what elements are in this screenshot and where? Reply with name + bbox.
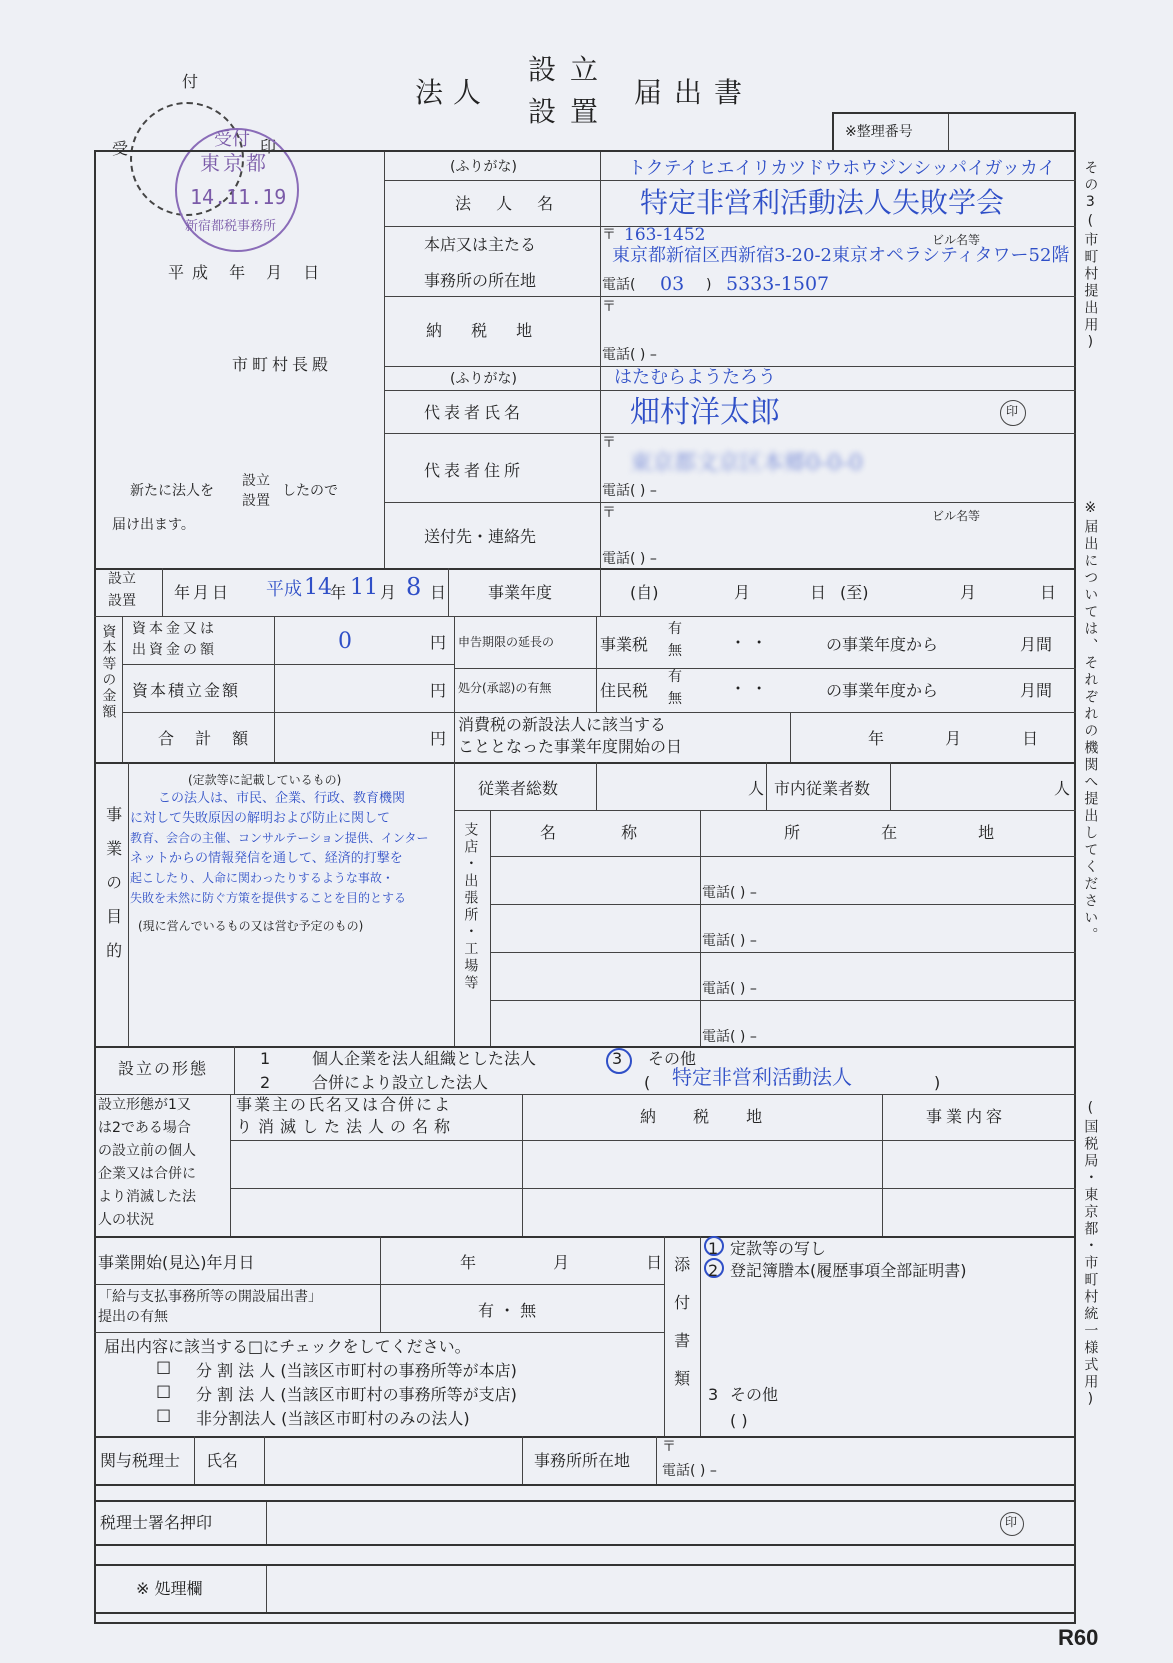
hojin-name-label: 法 人 名: [455, 194, 564, 213]
purpose-line-3[interactable]: 教育、会合の主催、コンサルテーション提供、インター: [130, 831, 429, 845]
nozei-zip-mark: 〒: [602, 299, 616, 315]
nozei-label: 納 税 地: [426, 321, 545, 340]
side-note-middle: ※届出については、それぞれの機関へ提出してください。: [1082, 500, 1099, 944]
rep-furigana-label: (ふりがな): [450, 371, 517, 387]
branch-location-header: 所 在 地: [784, 823, 1033, 842]
honten-tel-close: ): [706, 277, 712, 293]
capital-row3-label: 合 計 額: [158, 729, 257, 748]
rep-furigana[interactable]: はたむらようたろう: [614, 367, 776, 388]
check-box-1[interactable]: ☐: [156, 1359, 172, 1379]
seiri-label: ※整理番号: [845, 124, 913, 140]
capital-side-label: 資本等の金額: [100, 624, 117, 720]
kyuyo-l2: 提出の有無: [98, 1309, 168, 1325]
capital-row1-l1: 資本金又は: [132, 621, 217, 637]
juminzei-nashi[interactable]: 無: [668, 691, 682, 707]
bldg-label: ビル名等: [932, 233, 981, 247]
attach-side-label: 添付書類: [671, 1256, 691, 1408]
juminzei-months: 月間: [1020, 681, 1053, 700]
receipt-in: 印: [260, 137, 277, 156]
purpose-side-label: 事業の目的: [103, 806, 123, 976]
purpose-note-top: (定款等に記載しているもの): [188, 773, 342, 787]
jigyozei-ari[interactable]: 有: [668, 621, 682, 637]
attach-1: 定款等の写し: [730, 1239, 827, 1258]
receipt-uke: 受: [112, 139, 129, 158]
form-type-paren-open: (: [644, 1073, 651, 1092]
nozei-tel[interactable]: 電話( ) –: [602, 347, 657, 363]
shohizei-l1: 消費税の新設法人に該当する: [458, 715, 667, 734]
branch-tel-3[interactable]: 電話( ) –: [702, 981, 757, 997]
branch-name-header: 名 称: [540, 823, 668, 842]
capital-row3-yen: 円: [430, 729, 447, 748]
setsuritsu-gatsu: 月: [380, 583, 397, 602]
hojin-furigana[interactable]: トクテイヒエイリカツドウホウジンシッパイガッカイ: [628, 158, 1056, 179]
purpose-note-bottom: (現に営んでいるもの又は営む予定のもの): [138, 919, 364, 933]
attach-1-num[interactable]: 1: [708, 1239, 719, 1258]
setsuritsu-nichi: 日: [430, 583, 447, 602]
setsuritsu-day[interactable]: 8: [406, 573, 422, 601]
contact-zip-mark: 〒: [602, 505, 616, 521]
setsuritsu-month[interactable]: 11: [350, 575, 378, 600]
processing-label: ※ 処理欄: [136, 1579, 203, 1598]
title-option-setsuritsu: 設立: [528, 53, 613, 86]
hojin-name[interactable]: 特定非営利活動法人失敗学会: [640, 186, 1005, 219]
honten-zip[interactable]: 163-1452: [624, 225, 706, 245]
form-type-opt2[interactable]: 合併により設立した法人: [312, 1073, 489, 1092]
nendo-to-month: 月: [960, 583, 977, 602]
prior-col3: 事業内容: [926, 1107, 1007, 1126]
zeirishi-tel[interactable]: 電話( ) –: [662, 1463, 717, 1479]
prior-col2: 納 税 地: [640, 1107, 779, 1126]
employees-label: 従業者総数: [478, 779, 559, 798]
prior-l2: は2である場合: [98, 1120, 191, 1136]
setsuritsu-era[interactable]: 平成: [266, 579, 302, 600]
attach-2: 登記簿謄本(履歴事項全部証明書): [730, 1261, 967, 1280]
purpose-line-2[interactable]: に対して失敗原因の解明および防止に関して: [130, 811, 391, 826]
jigyozei-from: の事業年度から: [826, 635, 939, 654]
juminzei-from: の事業年度から: [826, 681, 939, 700]
start-label: 事業開始(見込)年月日: [98, 1253, 255, 1272]
kyuyo-l1: 「給与支払事務所等の開設届出書」: [98, 1289, 322, 1305]
honten-tel-area[interactable]: 03: [660, 273, 685, 295]
capital-row1-yen: 円: [430, 633, 447, 652]
nendo-from: (自): [630, 583, 659, 602]
prior-col1-l2: り消滅した法人の名称: [236, 1117, 457, 1136]
form-type-opt3-num[interactable]: 3: [612, 1049, 623, 1068]
date-label: 平成 年 月 日: [168, 263, 328, 282]
honten-address[interactable]: 東京都新宿区西新宿3-20-2東京オペラシティタワー52階: [612, 245, 1070, 266]
nendo-to: (至): [840, 583, 869, 602]
employees-person: 人: [748, 779, 765, 798]
nendo-to-day: 日: [1040, 583, 1057, 602]
check-label-2: 分 割 法 人 (当該区市町村の事務所等が支店): [196, 1385, 517, 1404]
form-type-opt3[interactable]: その他: [648, 1049, 697, 1068]
setsuritsu-ymd-label: 年月日: [174, 583, 232, 602]
addressee: 市町村長殿: [232, 355, 333, 374]
honten-tel-label: 電話(: [602, 277, 636, 293]
branch-tel-4[interactable]: 電話( ) –: [702, 1029, 757, 1045]
honten-label-2: 事務所の所在地: [424, 271, 537, 290]
form-type-other-value[interactable]: 特定非営利活動法人: [672, 1065, 852, 1089]
purpose-line-6[interactable]: 失敗を未然に防ぐ方策を提供することを目的とする: [130, 891, 407, 905]
title-prefix: 法人: [415, 76, 492, 109]
zeirishi-office-label: 事務所所在地: [534, 1451, 631, 1470]
capital-row1-l2: 出資金の額: [132, 642, 217, 658]
capital-row1-value[interactable]: 0: [338, 629, 352, 654]
contact-label: 送付先・連絡先: [424, 527, 537, 546]
capital-row2-yen: 円: [430, 681, 447, 700]
zeirishi-shimei: 氏名: [206, 1451, 239, 1470]
rep-seal-mark: 印: [1006, 404, 1019, 418]
jigyozei-nashi[interactable]: 無: [668, 643, 682, 659]
contact-tel[interactable]: 電話( ) –: [602, 551, 657, 567]
form-type-opt1[interactable]: 個人企業を法人組織とした法人: [312, 1049, 537, 1068]
shohizei-ymd: 年 月 日: [868, 729, 1067, 748]
rep-name[interactable]: 畑村洋太郎: [630, 395, 780, 430]
prior-l6: 人の状況: [98, 1212, 154, 1228]
stamp-office: 新宿都税事務所: [185, 219, 277, 234]
juminzei-ari[interactable]: 有: [668, 669, 682, 685]
side-note-bottom: (国税局・東京都・市町村統一様式用): [1082, 1100, 1099, 1410]
setsuritsu-label-2: 設置: [108, 593, 136, 609]
zeirishi-seal-box[interactable]: [94, 1500, 1076, 1546]
check-box-3[interactable]: ☐: [156, 1407, 172, 1427]
prior-l5: より消滅した法: [98, 1189, 196, 1205]
honten-label-1: 本店又は主たる: [424, 235, 537, 254]
capital-row2-label: 資本積立金額: [132, 681, 241, 700]
furigana-label: (ふりがな): [450, 159, 517, 175]
prior-l4: 企業又は合併に: [98, 1166, 196, 1182]
setsuritsu-label-1: 設立: [108, 571, 136, 587]
attach-3-paren[interactable]: ( ): [730, 1411, 748, 1430]
zeirishi-label: 関与税理士: [100, 1451, 181, 1470]
notice-pre: 新たに法人を: [130, 483, 214, 499]
jigyo-nendo-label: 事業年度: [488, 583, 553, 602]
prior-l3: の設立前の個人: [98, 1143, 196, 1159]
title-suffix: 届出書: [634, 76, 755, 109]
form-type-opt1-num: 1: [260, 1049, 271, 1068]
check-instruction: 届出内容に該当する□にチェックをしてください。: [104, 1337, 471, 1356]
title-option-secchi: 設置: [528, 95, 613, 128]
footer-code: R60: [1058, 1625, 1099, 1650]
jigyozei-months: 月間: [1020, 635, 1053, 654]
stamp-top: 受付: [214, 129, 250, 150]
honten-zip-mark: 〒: [602, 227, 616, 243]
check-label-3: 非分割法人 (当該区市町村のみの法人): [196, 1409, 470, 1428]
start-ymd[interactable]: 年 月 日: [460, 1253, 699, 1272]
branch-tel-2[interactable]: 電話( ) –: [702, 933, 757, 949]
rep-zip-mark: 〒: [602, 435, 616, 451]
stamp-city: 東京都: [200, 151, 269, 175]
side-note-top: その3(市町村提出用): [1082, 160, 1099, 353]
purpose-line-1[interactable]: この法人は、市民、企業、行政、教育機関: [158, 791, 406, 806]
form-type-paren-close: ): [934, 1073, 941, 1092]
form-type-opt2-num: 2: [260, 1073, 271, 1092]
nendo-from-month: 月: [734, 583, 751, 602]
deadline-label-2: 処分(承認)の有無: [458, 681, 552, 695]
stamp-date: 14.11.19: [190, 185, 287, 209]
jigyozei-label: 事業税: [600, 635, 649, 654]
contact-bldg-label: ビル名等: [932, 509, 981, 523]
prior-col1-l1: 事業主の氏名又は合併によ: [236, 1095, 453, 1114]
attach-3-num[interactable]: 3: [708, 1385, 719, 1404]
attach-2-num[interactable]: 2: [708, 1261, 719, 1280]
city-employees-person: 人: [1054, 779, 1071, 798]
branch-tel-1[interactable]: 電話( ) –: [702, 885, 757, 901]
zeirishi-zip-mark: 〒: [662, 1439, 676, 1455]
receipt-tsuke: 付: [182, 72, 199, 91]
juminzei-dots: ・ ・: [730, 679, 768, 698]
check-box-2[interactable]: ☐: [156, 1383, 172, 1403]
juminzei-label: 住民税: [600, 681, 649, 700]
kyuyo-umu[interactable]: 有 ・ 無: [478, 1301, 537, 1320]
processing-box[interactable]: [94, 1564, 1076, 1614]
notice-post: したので: [282, 483, 338, 499]
check-label-1: 分 割 法 人 (当該区市町村の事務所等が本店): [196, 1361, 517, 1380]
zeirishi-seal-mark: 印: [1005, 1515, 1018, 1529]
rep-address[interactable]: 東京都文京区本郷0-0-0: [630, 451, 863, 476]
branch-side-label: 支店・出張所・工場等: [462, 822, 479, 992]
honten-tel[interactable]: 5333-1507: [726, 273, 830, 295]
rep-address-label: 代表者住所: [424, 461, 525, 480]
zeirishi-seal-label: 税理士署名押印: [100, 1513, 213, 1532]
rep-name-label: 代表者氏名: [424, 403, 525, 422]
prior-l1: 設立形態が1又: [98, 1097, 191, 1113]
setsuritsu-nen: 年: [330, 583, 347, 602]
attach-3: その他: [730, 1385, 779, 1404]
purpose-line-5[interactable]: 起こしたり、人命に関わったりするような事故・: [130, 871, 394, 885]
shohizei-l2: こととなった事業年度開始の日: [458, 737, 683, 756]
notice-opt2: 設置: [242, 493, 270, 509]
notice-opt1: 設立: [242, 473, 270, 489]
rep-tel[interactable]: 電話( ) –: [602, 483, 657, 499]
setsuritsu-year[interactable]: 14: [304, 575, 332, 600]
nendo-from-day: 日: [810, 583, 827, 602]
jigyozei-dots: ・ ・: [730, 633, 768, 652]
deadline-label-1: 申告期限の延長の: [458, 635, 555, 649]
purpose-line-4[interactable]: ネットからの情報発信を通して、経済的打撃を: [130, 851, 403, 866]
form-type-label: 設立の形態: [118, 1059, 209, 1078]
notice-line2: 届け出ます。: [112, 517, 195, 533]
city-employees-label: 市内従業者数: [774, 779, 871, 798]
